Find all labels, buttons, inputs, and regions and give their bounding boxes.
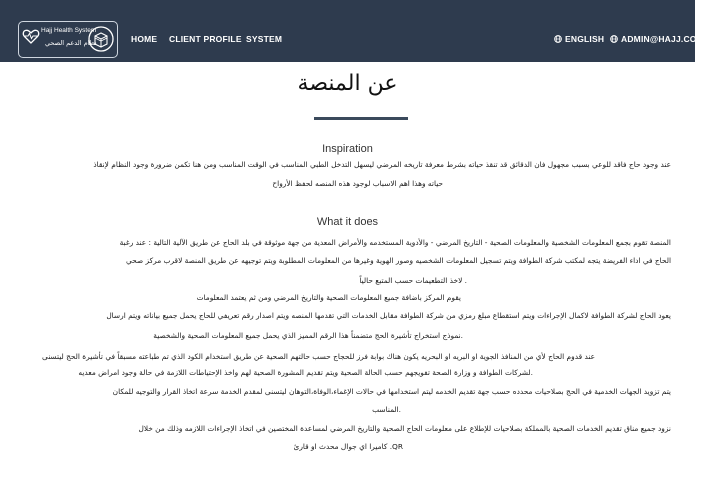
nav-home[interactable]: HOME	[131, 34, 158, 44]
kaaba-icon	[88, 26, 114, 52]
globe-icon	[554, 35, 562, 43]
heart-pulse-icon	[22, 27, 40, 45]
globe-icon	[610, 35, 618, 43]
paragraph-line: .لشركات الطوافة و وزارة الصحة تفويجهم حسب الحالة الصحية ويتم تقديم المشورة الصحية لهم واخذ الإحتياطات اللازمة في حالة وجود امراض معديه	[78, 368, 533, 377]
brand-subtitle: نظام الدعم الصحي	[45, 39, 97, 47]
paragraph-line: .المناسب	[372, 405, 401, 414]
paragraph-line: عند قدوم الحاج لأي من المنافذ الجوية او البريه او البحريه يكون هناك بوابة فرز للحجاج حسب حالتهم الصحية عن طريق استخدام الكود الذي تم طباعته مسبقاً في تأشيرة الحج ليتسنى	[42, 352, 595, 361]
nav-system[interactable]: SYSTEM	[246, 34, 283, 44]
paragraph-line: QR. كاميرا اي جوال محدث او قارئ	[293, 442, 403, 451]
paragraph-line: حياته وهذا اهم الاسباب لوجود هذه المنصه لحفظ الأرواح	[272, 179, 443, 188]
paragraph-line: .نموذج استخراج تأشيرة الحج متضمناً هذا الرقم المميز الذي يحمل جميع المعلومات الصحية والشخصية	[153, 331, 463, 340]
language-switch[interactable]	[554, 34, 604, 44]
paragraph-line: الحاج في اداء الفريضة يتجه لمكتب شركة الطوافة ويتم تسجيل المعلومات الشخصيه وصور الهوية وغيرها من المعلومات المطلوبة ويتم توجيهه عن طريق المنصة لاقرب مركز صحي	[125, 256, 671, 265]
paragraph-line: . لاخذ التطعيمات حسب المتبع حالياً	[359, 276, 467, 285]
top-navbar	[0, 0, 704, 62]
paragraph-line: يعود الحاج لشركة الطوافة لاكمال الإجراءات ويتم استقطاع مبلغ رمزي من شركة الطوافة مقابل الخدمات التي تقدمها المنصه ويتم اصدار رقم تعريفي للحاج يحمل جميع بياناته ويتم ارسال	[106, 311, 671, 320]
paragraph-line: يقوم المركز باضافة جميع المعلومات الصحية والتاريخ المرضي ومن ثم يعتمد المعلومات	[196, 293, 461, 302]
account-label: ADMIN@HAJJ.COM	[621, 34, 704, 44]
brand-name: Hajj Health System	[41, 27, 97, 34]
paragraph-line: المنصة تقوم بجمع المعلومات الشخصية والمعلومات الصحية - التاريخ المرضي - والأدوية المستخدمه والأمراض المعدية من جهة موثوقة في بلد الحاج عن طريق الآلية التالية : عند رغبة	[119, 238, 671, 247]
title-underline	[314, 117, 408, 120]
account-menu[interactable]	[610, 34, 704, 44]
paragraph-line: عند وجود حاج فاقد للوعي بسبب مجهول فان الدقائق قد تنقذ حياته بشرط معرفة تاريخه المرضي ليسهل التدخل الطبي المناسب في الوقت المناسب ومن هنا تكمن ضرورة وجود النظام لإنقاذ	[93, 160, 671, 169]
main-content	[0, 62, 695, 494]
paragraph-line: يتم تزويد الجهات الخدمية في الحج بصلاحيات محدده حسب جهة تقديم الخدمه ليتم استخدامها في حالات الإغماء،الوفاة،التوهان ليتسنى لمقدم الخدمة سرعة اتخاذ القرار والتوجيه للمكان	[112, 387, 671, 396]
nav-client-profile[interactable]: CLIENT PROFILE	[169, 34, 242, 44]
what-it-does-heading: What it does	[316, 216, 379, 228]
brand-logo[interactable]	[18, 21, 118, 58]
page-title: عن المنصة	[297, 71, 398, 96]
inspiration-heading: Inspiration	[322, 143, 373, 155]
language-label: ENGLISH	[565, 34, 605, 44]
paragraph-line: نزود جميع مناق تقديم الخدمات الصحية بالمملكة بصلاحيات للإطلاع على معلومات الحاج الصحية والتاريخ المرضي لمساعدة المختصين في اتخاذ الإجراءات اللازمه وذلك من خلال	[138, 424, 671, 433]
